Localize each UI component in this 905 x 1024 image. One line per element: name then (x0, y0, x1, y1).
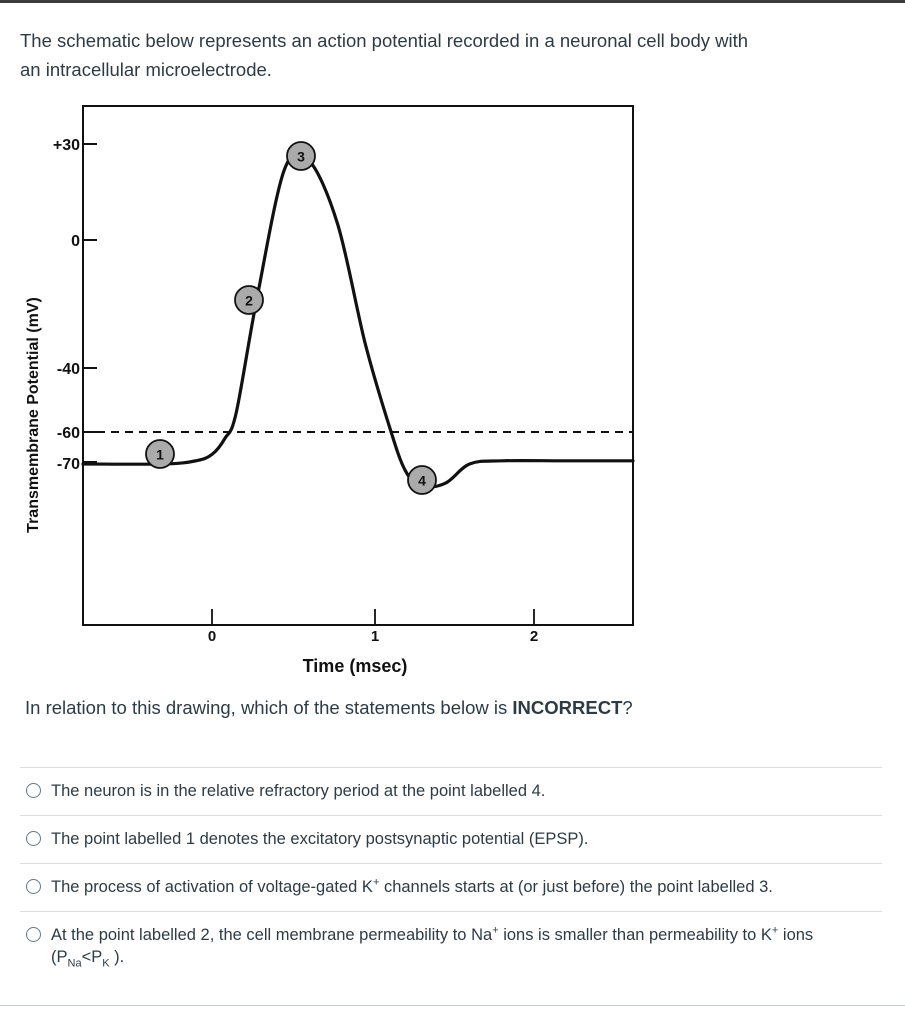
answer-text-part: The process of activation of voltage-gated K (51, 878, 373, 896)
marker-4 (408, 466, 436, 494)
marker-2 (235, 286, 263, 314)
answer-text-part: (P (51, 948, 68, 966)
y-tick-marks (83, 144, 97, 462)
y-tick-label: 0 (71, 233, 80, 250)
answer-option-2[interactable] (20, 815, 882, 863)
radio-button[interactable] (26, 927, 41, 942)
question-end: ? (622, 697, 633, 718)
subscript: K (102, 957, 110, 970)
answer-text-part: ions is smaller than permeability to K (498, 926, 772, 944)
x-axis-label: Time (msec) (302, 656, 408, 676)
question-prompt (25, 694, 633, 722)
answer-list (20, 767, 882, 981)
plot-frame (83, 106, 633, 625)
superscript: + (771, 924, 779, 937)
y-axis-label: Transmembrane Potential (mV) (25, 297, 42, 533)
question-emphasis: INCORRECT (512, 697, 623, 718)
answer-text-part: <P (81, 948, 103, 966)
answer-option-1[interactable] (20, 767, 882, 815)
top-border (0, 0, 905, 3)
answer-text-part: channels starts at (or just before) the point labelled 3. (379, 878, 773, 896)
answer-option-4[interactable] (20, 911, 882, 981)
answer-text: The neuron is in the relative refractory period at the point labelled 4. (51, 782, 546, 800)
x-tick-label: 2 (529, 628, 539, 645)
intro-line-1: The schematic below represents an action potential recorded in a neuronal cell body with (20, 30, 749, 51)
x-tick-label: 0 (207, 628, 217, 645)
marker-1-label: 1 (156, 446, 164, 463)
marker-3-label: 3 (297, 148, 305, 165)
x-tick-marks (212, 609, 534, 625)
answer-text-part: ). (109, 948, 125, 966)
radio-button[interactable] (26, 831, 41, 846)
question-lead: In relation to this drawing, which of the statements below is (25, 697, 513, 718)
answer-text: The point labelled 1 denotes the excitatory postsynaptic potential (EPSP). (51, 830, 589, 848)
answer-text-part: ions (778, 926, 814, 944)
x-tick-label: 1 (370, 628, 380, 645)
answer-text (51, 924, 813, 968)
question-intro (20, 26, 820, 84)
y-tick-label: +30 (52, 137, 80, 154)
subscript: Na (67, 957, 82, 970)
marker-2-label: 2 (245, 292, 253, 309)
answer-option-3[interactable] (20, 863, 882, 911)
superscript: + (492, 924, 499, 937)
radio-button[interactable] (26, 783, 41, 798)
y-tick-label: -70 (56, 456, 80, 473)
answer-text-part: At the point labelled 2, the cell membrane permeability to Na (51, 926, 493, 944)
action-potential-figure (0, 95, 905, 695)
marker-3 (287, 142, 315, 170)
y-tick-label: -60 (56, 425, 80, 442)
answer-text (51, 876, 773, 898)
marker-1 (146, 440, 174, 468)
bottom-divider (0, 1005, 905, 1006)
action-potential-chart (0, 95, 905, 695)
intro-line-2: an intracellular microelectrode. (20, 59, 272, 80)
radio-button[interactable] (26, 879, 41, 894)
superscript: + (372, 876, 380, 889)
action-potential-trace (83, 153, 633, 488)
marker-4-label: 4 (418, 472, 426, 489)
y-tick-label: -40 (56, 361, 80, 378)
